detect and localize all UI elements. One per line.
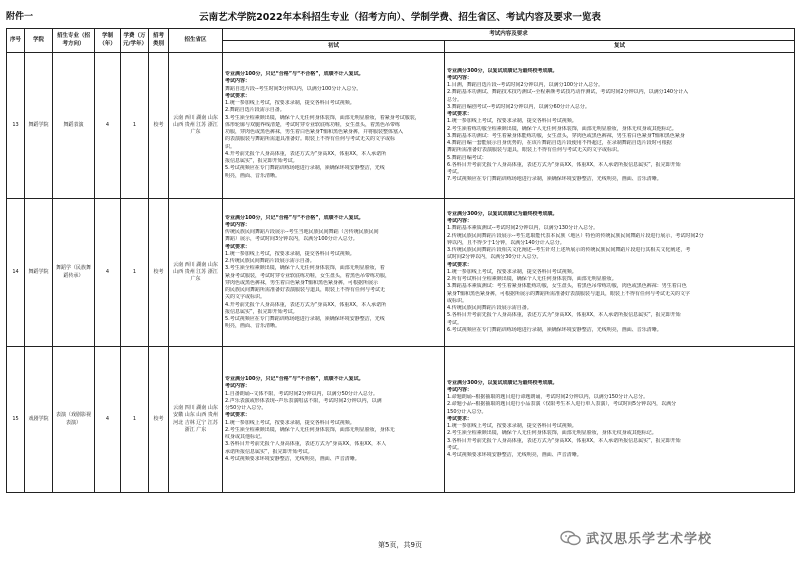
requirement-line: 1.统一参加线上考试，按要求录制，提交各科目考试视频。	[447, 423, 577, 430]
requirement-line: 明亮，画面、音乐清晰。	[225, 323, 281, 330]
row-exam-type: 校考	[149, 347, 169, 493]
preliminary-requirements	[223, 53, 445, 199]
header-major: 招生专业（招考方向）	[53, 29, 95, 53]
requirement-line: 5.各科目开考前先报个人身高体重，表述方式为“身高XX，体重XX，本人承诺所报信息属实”，报完即开始	[447, 312, 681, 319]
requirement-line: 150分计入总分。	[447, 408, 487, 415]
requirement-line: 考试要求：	[225, 412, 251, 419]
requirement-line: 专业满分100分，只记“合格”与“不合格”，成绩不计入复试。	[225, 376, 364, 382]
requirement-line: 舞蹈）展示，考试时间3分钟以内，以满分100分计入总分。	[225, 236, 358, 243]
requirement-line: 报信息属实”，报完即开始考试。	[225, 308, 298, 315]
header-retest: 复试	[445, 41, 795, 53]
requirement-line: 穿肉色或黑色裤袜，男生着白色紧身T恤和黑色紧身裤，可根据所展示	[225, 279, 379, 286]
header-preliminary: 初试	[223, 41, 445, 53]
requirement-line: 舞蹈所需准备好表演服装与道具，眼装上不得有任何与考试无关的文字或标识。	[447, 147, 623, 154]
requirement-line: 考试要求：	[225, 92, 251, 99]
header-fee: 学费（万元/学年）	[121, 29, 149, 53]
requirement-line: 考试内容：	[447, 218, 473, 225]
requirement-line: 考试内容：	[447, 74, 473, 81]
requirement-line: 考试内容：	[225, 383, 251, 390]
requirement-line: 3.考生须全程素颜出镜，确保个人无任何身体装饰，面部无明显脸妆，着紧身考试服装，	[225, 114, 420, 121]
requirement-line: 考试要求：	[447, 261, 473, 268]
requirement-line: 2.考生须全程素颜出镜，确保个人无任何身体装饰，面部无明显脸妆，身体无	[225, 426, 395, 433]
annex-label: 附件一	[6, 12, 34, 22]
requirement-line: 的民族民间舞蹈所需准备好表演服装与道具，眼装上不得有任何与考试无	[225, 287, 386, 293]
requirement-line: 2.所有考试科目全程素颜出镜，确保个人无任何身体装饰，面部无明显脸妆。	[447, 276, 617, 283]
requirement-line: 3.考生须全程素颜出镜，确保个人无任何身体装饰，面部无明显脸妆，着	[225, 265, 385, 272]
requirement-line: 的表演服装与舞蹈所需道具准备好。眼装上不得有任何与考试无关的文字或标	[225, 136, 396, 143]
row-major: 表演（戏剧影视表演）	[53, 347, 95, 493]
document-title: 云南艺术学院2022年本科招生专业（招考方向）、学制学费、招生省区、考试内容及要求一览表	[199, 12, 601, 23]
requirement-line: 3.舞蹈基本素质测试：考生着紧身体能练功服，女生盘头，着黑色吊带练功服，肉色或黑色裤袜：男生着白色	[447, 283, 687, 290]
requirement-line: 3.舞蹈基本功测试：考生着紧身体能练功服，女生盘头，穿肉色或黑色裤袜，男生着白色紧身T恤和黑色紧身	[447, 132, 685, 139]
header-provinces: 招生省区	[169, 29, 223, 53]
requirement-line: 关的文字或标识。	[225, 294, 266, 301]
requirement-line: 4.考试视频要求环境安静整洁，光线明亮，画面、声音清晰。	[447, 452, 582, 459]
requirement-line: 3.传统民族民间舞蹈片段相关文化阐述--考生针对上述所展示的传统民族民间舞蹈片段进行其相关文化阐述，考	[447, 247, 691, 254]
requirement-line: 1.舞蹈基本素质测试--考试时间2分钟以内，以满分130分计入总分。	[447, 225, 599, 232]
requirement-line: 总分。	[447, 96, 463, 103]
requirement-line: 4.开考前先报个人身高体重，表述方式为“身高XX，体重XX，本人承诺所	[225, 301, 387, 308]
requirement-line: 2.传统民族民间舞蹈片段展示需示自备。	[225, 258, 315, 264]
requirement-line: 体形轮廓与双腿界线清楚，考试时穿专业软底练功鞋，女生盘头，着黑色吊带练	[225, 121, 401, 128]
table-row	[7, 53, 795, 199]
requirement-line: 6.考试视频应在专门舞蹈训练场地进行录制，须确保环境安静整洁，光线明亮，画面、音乐清晰。	[447, 326, 662, 333]
requirement-line: 3.各科目开考前先报个人身高体重，表述方式为“身高XX，体重XX，本人	[225, 441, 387, 448]
requirement-line: 舞蹈自选片段--考生时间3分钟以内，以满分100分计入总分。	[225, 85, 362, 92]
table-row	[7, 199, 795, 347]
requirement-line: 识。	[225, 143, 236, 150]
table-row	[7, 347, 795, 493]
header-exam-type: 招考类别	[149, 29, 169, 53]
requirement-line: 考试要求：	[225, 243, 251, 250]
row-college: 戏剧学院	[25, 347, 53, 493]
wechat-icon	[560, 530, 582, 546]
requirement-line: 5.考试视频应在专门舞蹈训练场地进行录制，须确保环境安静整洁，光线	[225, 165, 385, 172]
requirement-line: 专业满分300分，以复试成绩记为最终校考成绩。	[447, 210, 558, 217]
row-provinces: 云南 四川 湖南 山东 安徽 山东 山西 贵州 河北 吉林 辽宁 江苏 浙江 广东	[169, 347, 223, 493]
requirement-line: 考试。	[447, 444, 463, 451]
row-years: 4	[95, 199, 121, 347]
row-fee: 1	[121, 347, 149, 493]
watermark-text: 武汉思乐学艺术学校	[586, 532, 713, 547]
requirement-line: 专业满分100分，只记“合格”与“不合格”，成绩不计入复试。	[225, 214, 364, 221]
requirement-line: 专业满分300分，以复试成绩记为最终校考成绩。	[447, 379, 558, 386]
requirement-line: 2.传统民族民间舞蹈片段展示--考生选取能代表本民族（地区）特色的传统民族民间舞蹈片段进行展示，考试时间2分	[447, 232, 704, 239]
requirement-line: 1.统一参加线上考试，按要求录制，提交各科目考试视频。	[225, 419, 355, 426]
row-college: 舞蹈学院	[25, 199, 53, 347]
requirement-line: 2.命题小品--根据抽取的题目进行小品表演（仅限考生本人进行单人表演），考试时间5分钟以内，以满分	[447, 401, 677, 408]
requirement-line: 3.舞蹈自编创考试--考试时间2分钟以内，以满分60分计入总分。	[447, 103, 590, 110]
requirement-line: 试时间2分钟以内，以满分30分计入总分。	[447, 254, 542, 261]
requirement-line: 2.考生须着练功服全程素颜出镜，确保个人无任何身体装饰，面部无明显脸妆，身体无纹身或其他标记。	[447, 125, 677, 132]
requirement-line: 1.目测，舞蹈自选片段--考试时间2分钟以内，以满分100分计入总分。	[447, 82, 604, 88]
requirement-line: 1.自备朗诵--文体不限，考试时间2分钟以内，以满分50分计入总分。	[225, 390, 378, 397]
requirement-line: 2.声乐表演或形体表现--声乐表演唱法不限，考试时间2分钟以内，以满	[225, 397, 382, 404]
requirement-line: 紧身T恤和黑色紧身裤，可根据所展示的舞蹈所需准备好表演服装与道具，眼装上不得有任何与考试无关的文字	[447, 290, 691, 297]
requirement-line: 考试要求：	[447, 415, 473, 422]
requirement-line: 功服，穿肉色或黑色裤袜，男生着白色紧身T恤和黑色紧身裤，并将服装整体塞入	[225, 129, 404, 136]
row-fee: 1	[121, 199, 149, 347]
row-provinces: 云南 西川 湖南 山东 山西 贵州 江苏 浙江 广东	[169, 53, 223, 199]
requirement-line: 4.舞蹈自编一套能展示自身优势的，在该片舞蹈自选片段使用不得超过，在录制舞蹈自选片段时可根据	[447, 140, 672, 146]
header-years: 学制（年）	[95, 29, 121, 53]
page-number: 第5页，共9页	[378, 541, 422, 549]
requirement-line: 4.开考前先报个人身高体重，表述方式为“身高XX，体重XX，本人承诺所	[225, 150, 387, 157]
row-years: 4	[95, 347, 121, 493]
requirement-line: 钟以内，且不得少于1分钟，以满分140分计入总分。	[447, 239, 565, 246]
requirement-line: 5.考试视频应在专门舞蹈训练场地进行录制，须确保环境安静整洁，光线	[225, 316, 385, 322]
requirement-line: 考试。	[447, 169, 463, 175]
retest-requirements	[445, 347, 795, 493]
requirement-line: 专业满分100分，只记“合格”与“不合格”，成绩不计入复试。	[225, 71, 364, 78]
preliminary-requirements	[223, 347, 445, 493]
requirement-line: 1.统一参加线上考试，按要求录制，提交各科目考试视频。	[447, 118, 577, 125]
requirement-line: 2.舞蹈基本功测试、舞蹈技术技巧测试--全程素颜考试技巧动作测试，考试时间2分钟以内，以满分140分计入	[447, 89, 689, 96]
requirement-line: 2.舞蹈自选片段需示自备。	[225, 107, 285, 114]
requirement-line: 考试要求：	[447, 111, 473, 117]
retest-requirements	[445, 53, 795, 199]
row-major: 舞蹈表演	[53, 53, 95, 199]
row-years: 4	[95, 53, 121, 199]
requirement-line: 考试内容：	[447, 386, 473, 393]
requirement-line: 考试。	[447, 319, 463, 326]
row-index: 15	[7, 347, 25, 493]
requirement-line: 紧身考试服装，考试时穿专业软底练功鞋，女生盘头，着黑色吊带练功服，	[225, 272, 391, 279]
preliminary-requirements	[223, 199, 445, 347]
retest-requirements	[445, 199, 795, 347]
row-major: 舞蹈学（民族舞蹈传承）	[53, 199, 95, 347]
header-college: 学院	[25, 29, 53, 53]
header-exam-group: 考试内容及要求	[223, 29, 795, 41]
admissions-table	[6, 28, 795, 493]
requirement-line: 6.各科目开考前先报个人身高体重，表述方式为“身高XX，体重XX，本人承诺所报信息属实”，报完即开始	[447, 161, 681, 168]
requirement-line: 明亮，画面、音乐清晰。	[225, 172, 281, 179]
row-fee: 1	[121, 53, 149, 199]
requirement-line: 承诺所报信息属实”，报完即开始考试。	[225, 448, 313, 455]
requirement-line: 1.命题朗诵--根据抽取的题目进行命题朗诵，考试时间2分钟以内，以满分150分计入总分。	[447, 394, 649, 401]
requirement-line: 1.统一参加线上考试，按要求录制，提交各科目考试视频。	[447, 268, 577, 275]
requirement-line: 纹身或其他标记。	[225, 434, 266, 440]
requirement-line: 或标识。	[447, 297, 468, 304]
row-index: 14	[7, 199, 25, 347]
requirement-line: 3.各科目开考前先报个人身高体重，表述方式为“身高XX，体重XX，本人承诺所报信息属实”，报完即开始	[447, 437, 681, 444]
requirement-line: 7.考试视频应在专门舞蹈训练场地进行录制，须确保环境安静整洁，光线明亮，画面、音乐清晰。	[447, 176, 662, 183]
page-header	[6, 6, 794, 26]
row-exam-type: 校考	[149, 199, 169, 347]
requirement-line: 考试内容：	[225, 78, 251, 85]
requirement-line: 4.传统民族民间舞蹈片段展示需自备。	[447, 305, 532, 312]
row-index: 13	[7, 53, 25, 199]
watermark	[560, 528, 712, 547]
requirement-line: 考试内容：	[225, 221, 251, 228]
requirement-line: 5.舞蹈自编考试：	[447, 154, 487, 161]
requirement-line: 传统民族民间舞蹈片段展示--考生当地民族民间舞蹈（含传统民族民间	[225, 229, 379, 235]
requirement-line: 分50分计入总分。	[225, 405, 267, 411]
row-exam-type: 校考	[149, 53, 169, 199]
header-index: 序号	[7, 29, 25, 53]
row-college: 舞蹈学院	[25, 53, 53, 199]
row-provinces: 云南 西川 湖南 山东 山西 贵州 江苏 浙江 广东	[169, 199, 223, 347]
requirement-line: 4.考试视频要求环境安静整洁，光线明亮，画面、声音清晰。	[225, 455, 360, 462]
requirement-line: 报信息属实”，报完即开始考试。	[225, 158, 298, 165]
requirement-line: 专业满分300分，以复试成绩记为最终校考成绩。	[447, 67, 558, 74]
requirement-line: 1.统一参加线上考试，按要求录制，提交各科目考试视频。	[225, 250, 355, 257]
requirement-line: 2.考生须全程素颜出镜，确保个人无任何身体装饰，面部无明显脸妆，身体无纹身或其他标记。	[447, 430, 657, 437]
requirement-line: 1.统一参加线上考试，按要求录制，提交各科目考试视频。	[225, 100, 355, 107]
